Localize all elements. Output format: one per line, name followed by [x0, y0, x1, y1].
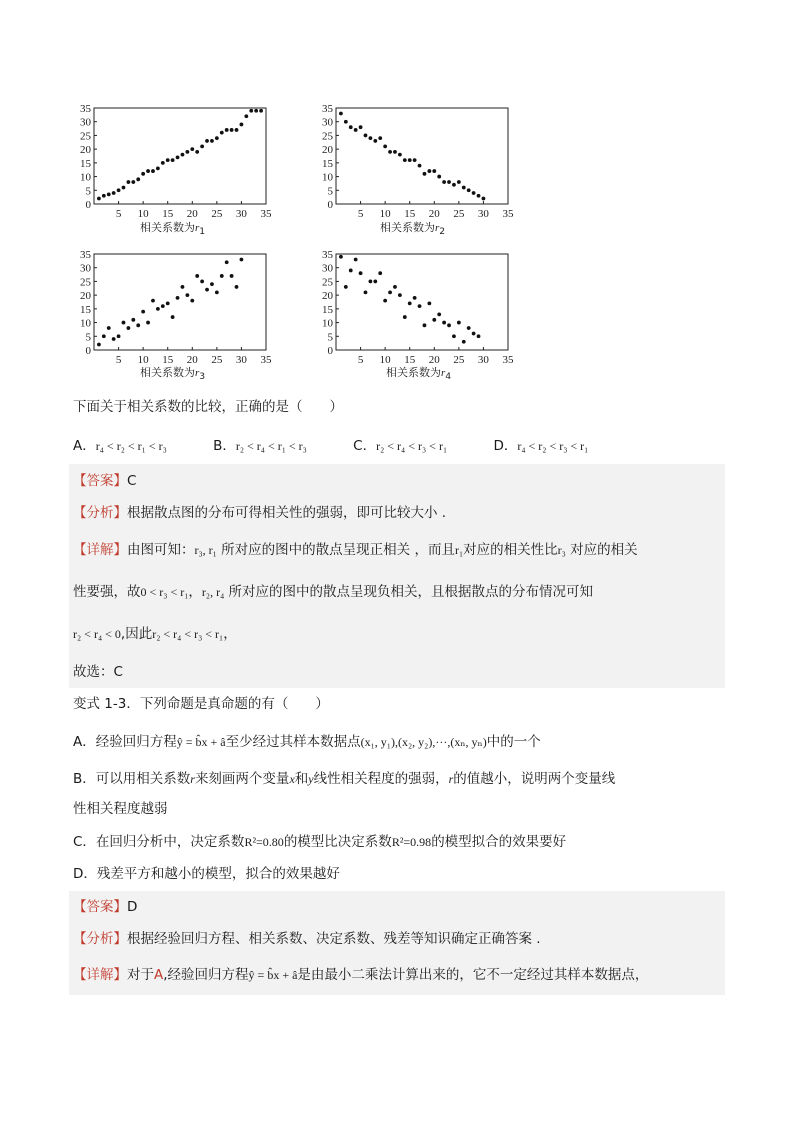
x-tick-label: 5 — [357, 354, 364, 366]
scatter-point — [176, 296, 180, 300]
scatter-point — [437, 312, 441, 316]
scatter-point — [225, 128, 229, 132]
y-tick-label: 0 — [327, 345, 333, 357]
scatter-point — [210, 282, 214, 286]
scatter-point — [373, 280, 377, 284]
scatter-point — [166, 301, 170, 305]
scatter-point — [146, 321, 150, 325]
plot-caption-r4: 相关系数为$r_4$ — [386, 366, 452, 383]
solution-block-1 — [69, 464, 725, 688]
y-tick-label: 10 — [80, 317, 91, 330]
plot-frame — [336, 254, 508, 350]
x-tick-label: 15 — [404, 208, 416, 220]
scatter-point — [151, 169, 155, 173]
y-tick-label: 10 — [322, 171, 333, 184]
scatter-point — [442, 180, 446, 184]
scatter-point — [161, 304, 165, 308]
y-tick-label: 30 — [80, 116, 91, 129]
x-tick-label: 5 — [115, 354, 122, 366]
scatter-point — [230, 128, 234, 132]
x-tick-label: 25 — [453, 208, 465, 220]
scatter-point — [408, 301, 412, 305]
scatter-point — [418, 164, 422, 168]
scatter-point — [205, 288, 209, 292]
scatter-point — [181, 153, 185, 157]
scatter-point — [403, 315, 407, 319]
scatter-point — [117, 188, 121, 192]
scatter-point — [230, 274, 234, 278]
scatter-point — [127, 326, 131, 330]
x-tick-label: 35 — [502, 208, 514, 220]
x-tick-label: 35 — [260, 354, 272, 366]
scatter-point — [477, 194, 481, 198]
scatter-point — [359, 125, 363, 129]
option-a[interactable]: A．r₄ < r₂ < r₁ < r₃ — [73, 438, 167, 454]
scatter-point — [97, 343, 101, 347]
y-tick-label: 5 — [85, 331, 91, 344]
scatter-point — [136, 323, 140, 327]
scatter-point — [467, 188, 471, 192]
y-tick-label: 25 — [322, 130, 333, 143]
plot-caption-r2: 相关系数为$r_2$ — [380, 221, 446, 238]
answer-tag: 【答案】 — [73, 473, 127, 489]
y-tick-label: 0 — [327, 199, 333, 211]
answer-value: C — [127, 473, 137, 489]
y-tick-label: 25 — [80, 130, 91, 143]
x-tick-label: 10 — [137, 208, 149, 220]
scatter-point — [378, 271, 382, 275]
scatter-point — [388, 150, 392, 154]
x-tick-label: 10 — [137, 354, 149, 366]
scatter-point — [472, 191, 476, 195]
scatter-point — [423, 172, 427, 176]
scatter-point — [190, 299, 194, 303]
scatter-point — [181, 285, 185, 289]
answer-line-1 — [73, 471, 136, 491]
x-tick-label: 20 — [428, 208, 440, 220]
plot-frame — [336, 108, 508, 204]
scatter-point — [176, 155, 180, 159]
x-tick-label: 30 — [235, 208, 247, 220]
y-tick-label: 5 — [327, 331, 333, 344]
q2-option-a[interactable]: A．经验回归方程ŷ = b̂x + â至少经过其样本数据点(x₁, y₁),(x₂, y₂),···,(xₙ, yₙ)中的一个 — [73, 734, 541, 750]
q2-option-c[interactable]: C．在回归分析中，决定系数R²=0.80的模型比决定系数R²=0.98的模型拟合的效果要好 — [73, 834, 567, 850]
scatter-point — [423, 323, 427, 327]
scatter-point — [364, 134, 368, 138]
y-tick-label: 10 — [80, 171, 91, 184]
scatter-point — [359, 271, 363, 275]
scatter-point — [161, 161, 165, 165]
scatter-point — [259, 109, 263, 113]
scatter-plot-r3 — [70, 246, 272, 366]
x-tick-label: 35 — [502, 354, 514, 366]
scatter-point — [373, 139, 377, 143]
scatter-point — [432, 318, 436, 322]
x-tick-label: 10 — [379, 208, 391, 220]
analysis-line-2: 【分析】根据经验回归方程、相关系数、决定系数、残差等知识确定正确答案 . — [73, 931, 541, 947]
scatter-point — [97, 197, 101, 201]
y-tick-label: 10 — [322, 317, 333, 330]
scatter-point — [467, 326, 471, 330]
option-c[interactable]: C．r₂ < r₄ < r₃ < r₁ — [353, 438, 448, 454]
scatter-point — [131, 180, 135, 184]
scatter-point — [457, 180, 461, 184]
scatter-point — [393, 285, 397, 289]
scatter-point — [472, 332, 476, 336]
answer-line-2: 【答案】D — [73, 899, 138, 915]
scatter-point — [131, 318, 135, 322]
scatter-point — [383, 145, 387, 149]
x-tick-label: 15 — [404, 354, 416, 366]
scatter-point — [112, 191, 116, 195]
scatter-plot-r1 — [70, 100, 272, 220]
scatter-point — [452, 183, 456, 187]
scatter-point — [432, 169, 436, 173]
detail-line-2: 【详解】对于A,经验回归方程ŷ = b̂x + â是由最小二乘法计算出来的，它不一定经过其样本数据点， — [73, 967, 649, 983]
scatter-point — [418, 304, 422, 308]
scatter-point — [369, 280, 373, 284]
y-tick-label: 35 — [322, 103, 333, 115]
scatter-point — [141, 172, 145, 176]
scatter-point — [462, 340, 466, 344]
scatter-point — [127, 180, 131, 184]
scatter-point — [349, 269, 353, 273]
scatter-point — [122, 321, 126, 325]
x-tick-label: 20 — [186, 354, 198, 366]
scatter-point — [107, 193, 111, 197]
x-tick-label: 5 — [357, 208, 364, 220]
y-tick-label: 0 — [85, 345, 91, 357]
scatter-point — [383, 299, 387, 303]
scatter-point — [215, 136, 219, 140]
x-tick-label: 30 — [477, 354, 489, 366]
scatter-point — [195, 150, 199, 154]
scatter-point — [220, 131, 224, 135]
scatter-point — [349, 125, 353, 129]
scatter-point — [339, 255, 343, 259]
scatter-point — [102, 334, 106, 338]
scatter-point — [156, 166, 160, 170]
scatter-point — [122, 186, 126, 190]
scatter-point — [462, 186, 466, 190]
scatter-point — [185, 150, 189, 154]
choose-line-1: 故选：C — [73, 664, 123, 680]
scatter-point — [156, 307, 160, 311]
y-tick-label: 25 — [80, 276, 91, 289]
y-tick-label: 35 — [322, 249, 333, 261]
scatter-point — [364, 291, 368, 295]
scatter-point — [225, 260, 229, 264]
scatter-point — [378, 136, 382, 140]
scatter-point — [408, 158, 412, 162]
option-b[interactable]: B．r₂ < r₄ < r₁ < r₃ — [213, 438, 307, 454]
scatter-point — [482, 197, 486, 201]
scatter-point — [107, 326, 111, 330]
scatter-plot-r2 — [312, 100, 514, 220]
scatter-point — [254, 109, 258, 113]
y-tick-label: 30 — [322, 262, 333, 275]
y-tick-label: 5 — [327, 185, 333, 198]
scatter-point — [235, 128, 239, 132]
y-tick-label: 20 — [80, 290, 91, 303]
scatter-point — [249, 109, 253, 113]
scatter-point — [344, 120, 348, 124]
y-tick-label: 15 — [322, 303, 333, 316]
y-tick-label: 25 — [322, 276, 333, 289]
x-tick-label: 30 — [235, 354, 247, 366]
scatter-point — [354, 128, 358, 132]
scatter-point — [240, 258, 244, 262]
scatter-point — [171, 158, 175, 162]
x-tick-label: 15 — [162, 354, 174, 366]
y-tick-label: 15 — [322, 157, 333, 170]
scatter-point — [369, 136, 373, 140]
scatter-point — [200, 145, 204, 149]
scatter-point — [141, 310, 145, 314]
y-tick-label: 20 — [80, 144, 91, 157]
scatter-point — [477, 334, 481, 338]
scatter-point — [200, 280, 204, 284]
y-tick-label: 35 — [80, 103, 91, 115]
scatter-point — [185, 293, 189, 297]
y-tick-label: 30 — [80, 262, 91, 275]
x-tick-label: 5 — [115, 208, 122, 220]
y-tick-label: 20 — [322, 144, 333, 157]
x-tick-label: 10 — [379, 354, 391, 366]
scatter-point — [195, 274, 199, 278]
scatter-point — [240, 123, 244, 127]
scatter-point — [136, 177, 140, 181]
scatter-point — [388, 291, 392, 295]
detail-line-1a: 【详解】由图可知：r₃, r₁ 所对应的图中的散点呈现正相关 ，而且r₁对应的相关性比r₃ 对应的相关 — [73, 542, 638, 558]
y-tick-label: 0 — [85, 199, 91, 211]
scatter-point — [344, 285, 348, 289]
q2-option-b[interactable]: B．可以用相关系数r来刻画两个变量x和y线性相关程度的强弱，r的值越小，说明两个变量线 — [73, 771, 616, 787]
scatter-point — [210, 139, 214, 143]
scatter-point — [393, 150, 397, 154]
detail-tag: 【详解】 — [73, 542, 127, 558]
scatter-point — [398, 153, 402, 157]
q2-option-d[interactable]: D．残差平方和越小的模型，拟合的效果越好 — [73, 866, 340, 882]
x-tick-label: 20 — [428, 354, 440, 366]
x-tick-label: 25 — [453, 354, 465, 366]
y-tick-label: 5 — [85, 185, 91, 198]
scatter-point — [427, 301, 431, 305]
scatter-point — [452, 334, 456, 338]
scatter-point — [457, 321, 461, 325]
scatter-point — [398, 293, 402, 297]
y-tick-label: 20 — [322, 290, 333, 303]
scatter-point — [413, 296, 417, 300]
x-tick-label: 25 — [211, 208, 223, 220]
scatter-point — [235, 285, 239, 289]
scatter-point — [447, 180, 451, 184]
option-d[interactable]: D．r₄ < r₂ < r₃ < r₁ — [493, 438, 589, 454]
x-tick-label: 30 — [477, 208, 489, 220]
scatter-point — [102, 194, 106, 198]
scatter-point — [112, 337, 116, 341]
scatter-plot-r4 — [312, 246, 514, 366]
plot-caption-r3: 相关系数为$r_3$ — [140, 366, 206, 383]
detail-line-1c: r₂ < r₄ < 0,因此r₂ < r₄ < r₃ < r₁， — [73, 626, 237, 642]
scatter-point — [117, 334, 121, 338]
y-tick-label: 35 — [80, 249, 91, 261]
scatter-point — [171, 315, 175, 319]
scatter-point — [339, 112, 343, 116]
detail-line-1b: 性要强，故0 < r₃ < r₁，r₂, r₄ 所对应的图中的散点呈现负相关，且根据散点的分布情况可知 — [73, 584, 594, 600]
analysis-line-1: 【分析】根据散点图的分布可得相关性的强弱，即可比较大小 . — [73, 505, 447, 521]
analysis-tag: 【分析】 — [73, 505, 127, 521]
question2-title: 变式 1-3．下列命题是真命题的有（ ） — [73, 696, 329, 712]
q2-option-b-cont: 性相关程度越弱 — [73, 801, 168, 817]
scatter-point — [442, 321, 446, 325]
scatter-point — [244, 114, 248, 118]
x-tick-label: 25 — [211, 354, 223, 366]
answer-options — [73, 436, 630, 456]
y-tick-label: 15 — [80, 303, 91, 316]
scatter-point — [151, 299, 155, 303]
x-tick-label: 15 — [162, 208, 174, 220]
plot-caption-r1: 相关系数为$r_1$ — [140, 221, 206, 238]
scatter-point — [413, 158, 417, 162]
scatter-point — [447, 323, 451, 327]
scatter-point — [215, 291, 219, 295]
y-tick-label: 30 — [322, 116, 333, 129]
scatter-point — [427, 169, 431, 173]
scatter-point — [220, 274, 224, 278]
scatter-point — [403, 158, 407, 162]
y-tick-label: 15 — [80, 157, 91, 170]
scatter-point — [205, 139, 209, 143]
scatter-point — [354, 258, 358, 262]
scatter-point — [437, 175, 441, 179]
scatter-point — [146, 169, 150, 173]
scatter-point — [190, 147, 194, 151]
x-tick-label: 35 — [260, 208, 272, 220]
x-tick-label: 20 — [186, 208, 198, 220]
scatter-point — [166, 158, 170, 162]
question-stem: 下面关于相关系数的比较，正确的是（ ） — [73, 399, 343, 415]
